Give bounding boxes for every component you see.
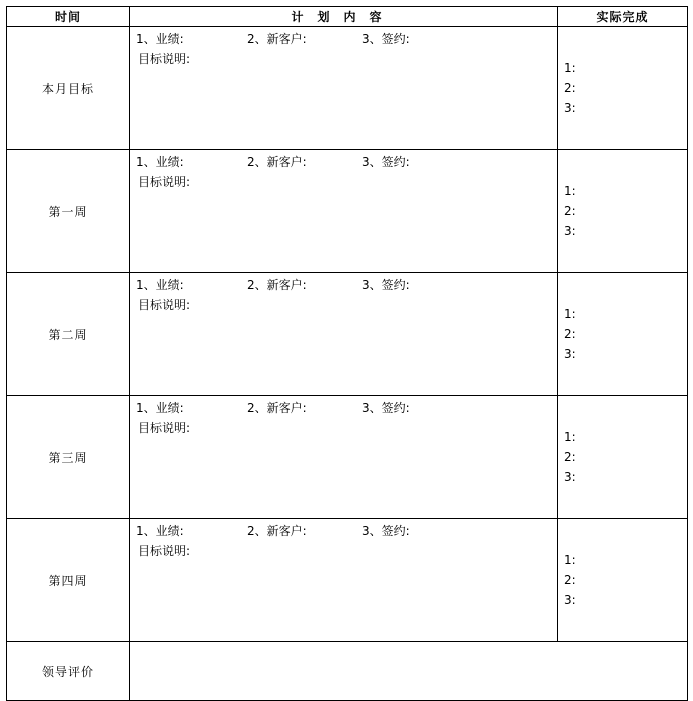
- header-plan-text: 计划内容: [291, 10, 396, 24]
- actual-item-1: 1:: [564, 307, 576, 321]
- actual-cell[interactable]: [558, 150, 688, 273]
- review-label: 领导评价: [7, 642, 130, 701]
- plan-item-performance: 1、业绩:: [136, 278, 184, 292]
- period-label: 第二周: [7, 273, 130, 396]
- header-row: [7, 7, 688, 27]
- plan-item-contracts: 3、签约:: [362, 524, 410, 538]
- actual-item-1: 1:: [564, 184, 576, 198]
- plan-item-contracts: 3、签约:: [362, 32, 410, 46]
- plan-item-new-customers: 2、新客户:: [247, 155, 307, 169]
- plan-item-performance: 1、业绩:: [136, 32, 184, 46]
- plan-item-performance: 1、业绩:: [136, 401, 184, 415]
- actual-item-3: 3:: [564, 224, 576, 238]
- actual-cell[interactable]: [558, 273, 688, 396]
- review-row: [7, 642, 688, 701]
- actual-item-2: 2:: [564, 450, 576, 464]
- plan-note: 目标说明:: [138, 544, 191, 558]
- plan-note: 目标说明:: [138, 175, 191, 189]
- plan-items-line: [136, 152, 557, 172]
- plan-cell[interactable]: [130, 396, 558, 519]
- plan-items-line: [136, 521, 557, 541]
- plan-cell[interactable]: [130, 27, 558, 150]
- actual-item-2: 2:: [564, 204, 576, 218]
- plan-note: 目标说明:: [138, 298, 191, 312]
- period-label: 本月目标: [7, 27, 130, 150]
- plan-note: 目标说明:: [138, 421, 191, 435]
- plan-note: 目标说明:: [138, 52, 191, 66]
- plan-item-contracts: 3、签约:: [362, 155, 410, 169]
- plan-item-contracts: 3、签约:: [362, 401, 410, 415]
- actual-item-2: 2:: [564, 81, 576, 95]
- plan-item-new-customers: 2、新客户:: [247, 32, 307, 46]
- period-row: [7, 396, 688, 519]
- plan-cell[interactable]: [130, 273, 558, 396]
- plan-cell[interactable]: [130, 150, 558, 273]
- plan-items-line: [136, 275, 557, 295]
- actual-item-2: 2:: [564, 573, 576, 587]
- actual-item-1: 1:: [564, 61, 576, 75]
- plan-cell[interactable]: [130, 519, 558, 642]
- plan-item-new-customers: 2、新客户:: [247, 401, 307, 415]
- actual-cell[interactable]: [558, 519, 688, 642]
- header-plan: [130, 7, 558, 27]
- period-label: 第一周: [7, 150, 130, 273]
- actual-item-1: 1:: [564, 553, 576, 567]
- period-label: 第四周: [7, 519, 130, 642]
- plan-item-performance: 1、业绩:: [136, 155, 184, 169]
- plan-items-line: [136, 398, 557, 418]
- actual-item-3: 3:: [564, 101, 576, 115]
- header-time: 时间: [7, 7, 130, 27]
- plan-item-new-customers: 2、新客户:: [247, 524, 307, 538]
- plan-item-contracts: 3、签约:: [362, 278, 410, 292]
- plan-item-new-customers: 2、新客户:: [247, 278, 307, 292]
- actual-item-2: 2:: [564, 327, 576, 341]
- actual-item-3: 3:: [564, 347, 576, 361]
- actual-item-3: 3:: [564, 593, 576, 607]
- header-actual: 实际完成: [558, 7, 688, 27]
- period-row: [7, 27, 688, 150]
- period-row: [7, 273, 688, 396]
- actual-cell[interactable]: [558, 396, 688, 519]
- period-row: [7, 519, 688, 642]
- period-label: 第三周: [7, 396, 130, 519]
- actual-item-1: 1:: [564, 430, 576, 444]
- plan-item-performance: 1、业绩:: [136, 524, 184, 538]
- actual-cell[interactable]: [558, 27, 688, 150]
- actual-item-3: 3:: [564, 470, 576, 484]
- plan-table: [6, 6, 688, 701]
- period-row: [7, 150, 688, 273]
- plan-items-line: [136, 29, 557, 49]
- review-content[interactable]: [130, 642, 688, 701]
